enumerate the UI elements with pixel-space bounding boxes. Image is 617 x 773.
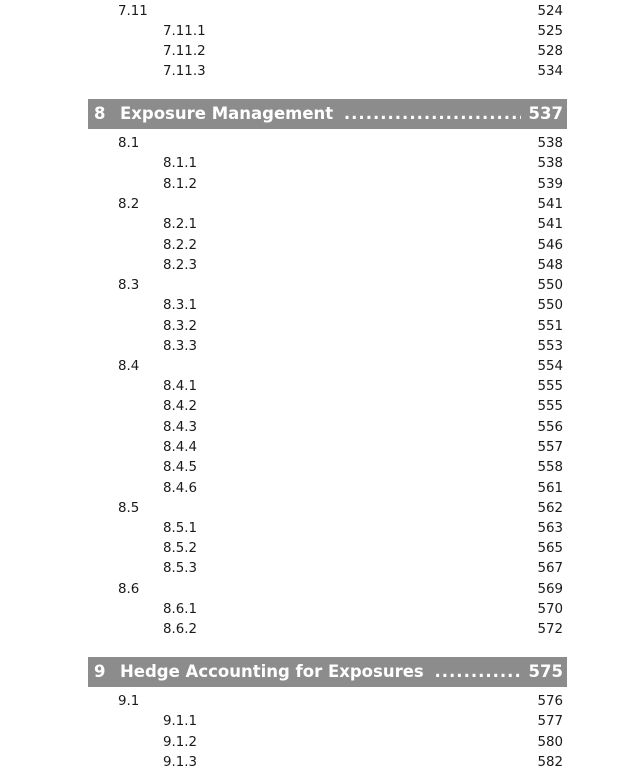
toc-section-entry[interactable] [0,276,617,296]
toc-subsection-entry[interactable] [0,753,617,773]
page-number: 525 [537,24,563,39]
section-number: 8.6.2 [163,622,198,637]
toc-section-entry[interactable] [0,357,617,377]
page-number: 550 [537,278,563,293]
toc-subsection-entry[interactable] [0,377,617,397]
page-number: 554 [537,359,563,374]
toc-subsection-entry[interactable] [0,236,617,256]
toc-subsection-entry[interactable] [0,175,617,195]
section-number: 8.3.2 [163,319,198,334]
page-number: 551 [537,319,563,334]
section-number: 8.6.1 [163,602,198,617]
section-number: 8.2 [118,197,140,212]
toc-subsection-entry[interactable] [0,438,617,458]
toc-subsection-entry[interactable] [0,712,617,732]
page-number: 572 [537,622,563,637]
section-number: 9.1 [118,694,140,709]
page-number: 577 [537,714,563,729]
toc-subsection-entry[interactable] [0,559,617,579]
section-number: 8.4.6 [163,481,198,496]
page-number: 576 [537,694,563,709]
page-number: 553 [537,339,563,354]
section-number: 7.11 [118,4,148,19]
page-number: 534 [537,64,563,79]
section-number: 8.3 [118,278,140,293]
page-number: 541 [537,217,563,232]
toc-section-entry[interactable] [0,195,617,215]
page-number: 557 [537,440,563,455]
page-number: 569 [537,582,563,597]
page-number: 558 [537,460,563,475]
page-number: 556 [537,420,563,435]
toc-subsection-entry[interactable] [0,620,617,640]
section-number: 8.1 [118,136,140,151]
page-number: 570 [537,602,563,617]
toc-subsection-entry[interactable] [0,337,617,357]
toc-section-entry[interactable] [0,499,617,519]
section-number: 8.3.3 [163,339,198,354]
section-number: 8.5.3 [163,561,198,576]
section-number: 8.1.1 [163,156,198,171]
toc-section-entry[interactable] [0,692,617,712]
page-number: 550 [537,298,563,313]
toc-subsection-entry[interactable] [0,479,617,499]
page-number: 580 [537,735,563,750]
toc-subsection-entry[interactable] [0,519,617,539]
section-number: 8.5 [118,501,140,516]
section-number: 7.11.3 [163,64,206,79]
section-number: 8.2.2 [163,238,198,253]
section-number: 8.5.1 [163,521,198,536]
section-number: 9.1.1 [163,714,198,729]
section-number: 8.4.2 [163,399,198,414]
page-number: 539 [537,177,563,192]
toc-section-entry[interactable] [0,134,617,154]
section-number: 8.4.1 [163,379,198,394]
toc-subsection-entry[interactable] [0,317,617,337]
section-number: 8.6 [118,582,140,597]
chapter-title: Exposure Management [120,104,337,123]
page-number: 548 [537,258,563,273]
toc-section-entry[interactable] [0,2,617,22]
page-number: 563 [537,521,563,536]
toc-subsection-entry[interactable] [0,62,617,82]
chapter-page-number: 575 [528,662,563,681]
toc-subsection-entry[interactable] [0,397,617,417]
page-number: 565 [537,541,563,556]
toc-subsection-entry[interactable] [0,215,617,235]
page-number: 546 [537,238,563,253]
section-number: 8.4.3 [163,420,198,435]
page-number: 555 [537,379,563,394]
toc-subsection-entry[interactable] [0,22,617,42]
toc-section-entry[interactable] [0,580,617,600]
page-number: 562 [537,501,563,516]
section-number: 9.1.3 [163,755,198,770]
page-number: 541 [537,197,563,212]
chapter-heading[interactable] [88,657,567,687]
toc-subsection-entry[interactable] [0,733,617,753]
section-number: 7.11.1 [163,24,206,39]
chapter-title: Hedge Accounting for Exposures [120,662,428,681]
page-number: 561 [537,481,563,496]
toc-subsection-entry[interactable] [0,418,617,438]
toc-subsection-entry[interactable] [0,256,617,276]
section-number: 8.5.2 [163,541,198,556]
page-number: 524 [537,4,563,19]
page-number: 528 [537,44,563,59]
chapter-heading[interactable] [88,99,567,129]
section-number: 9.1.2 [163,735,198,750]
chapter-title-leader [120,657,521,687]
chapter-title-leader [120,99,521,129]
chapter-number: 8 [94,104,106,123]
toc-subsection-entry[interactable] [0,42,617,62]
page-number: 555 [537,399,563,414]
section-number: 8.3.1 [163,298,198,313]
page-number: 538 [537,136,563,151]
section-number: 8.2.1 [163,217,198,232]
chapter-number: 9 [94,662,106,681]
page-number: 538 [537,156,563,171]
section-number: 8.4 [118,359,140,374]
toc-subsection-entry[interactable] [0,600,617,620]
section-number: 8.4.5 [163,460,198,475]
page-number: 582 [537,755,563,770]
toc-subsection-entry[interactable] [0,539,617,559]
toc-subsection-entry[interactable] [0,458,617,478]
section-number: 8.2.3 [163,258,198,273]
section-number: 7.11.2 [163,44,206,59]
toc-subsection-entry[interactable] [0,154,617,174]
toc-subsection-entry[interactable] [0,296,617,316]
section-number: 8.4.4 [163,440,198,455]
page-number: 567 [537,561,563,576]
chapter-page-number: 537 [528,104,563,123]
section-number: 8.1.2 [163,177,198,192]
